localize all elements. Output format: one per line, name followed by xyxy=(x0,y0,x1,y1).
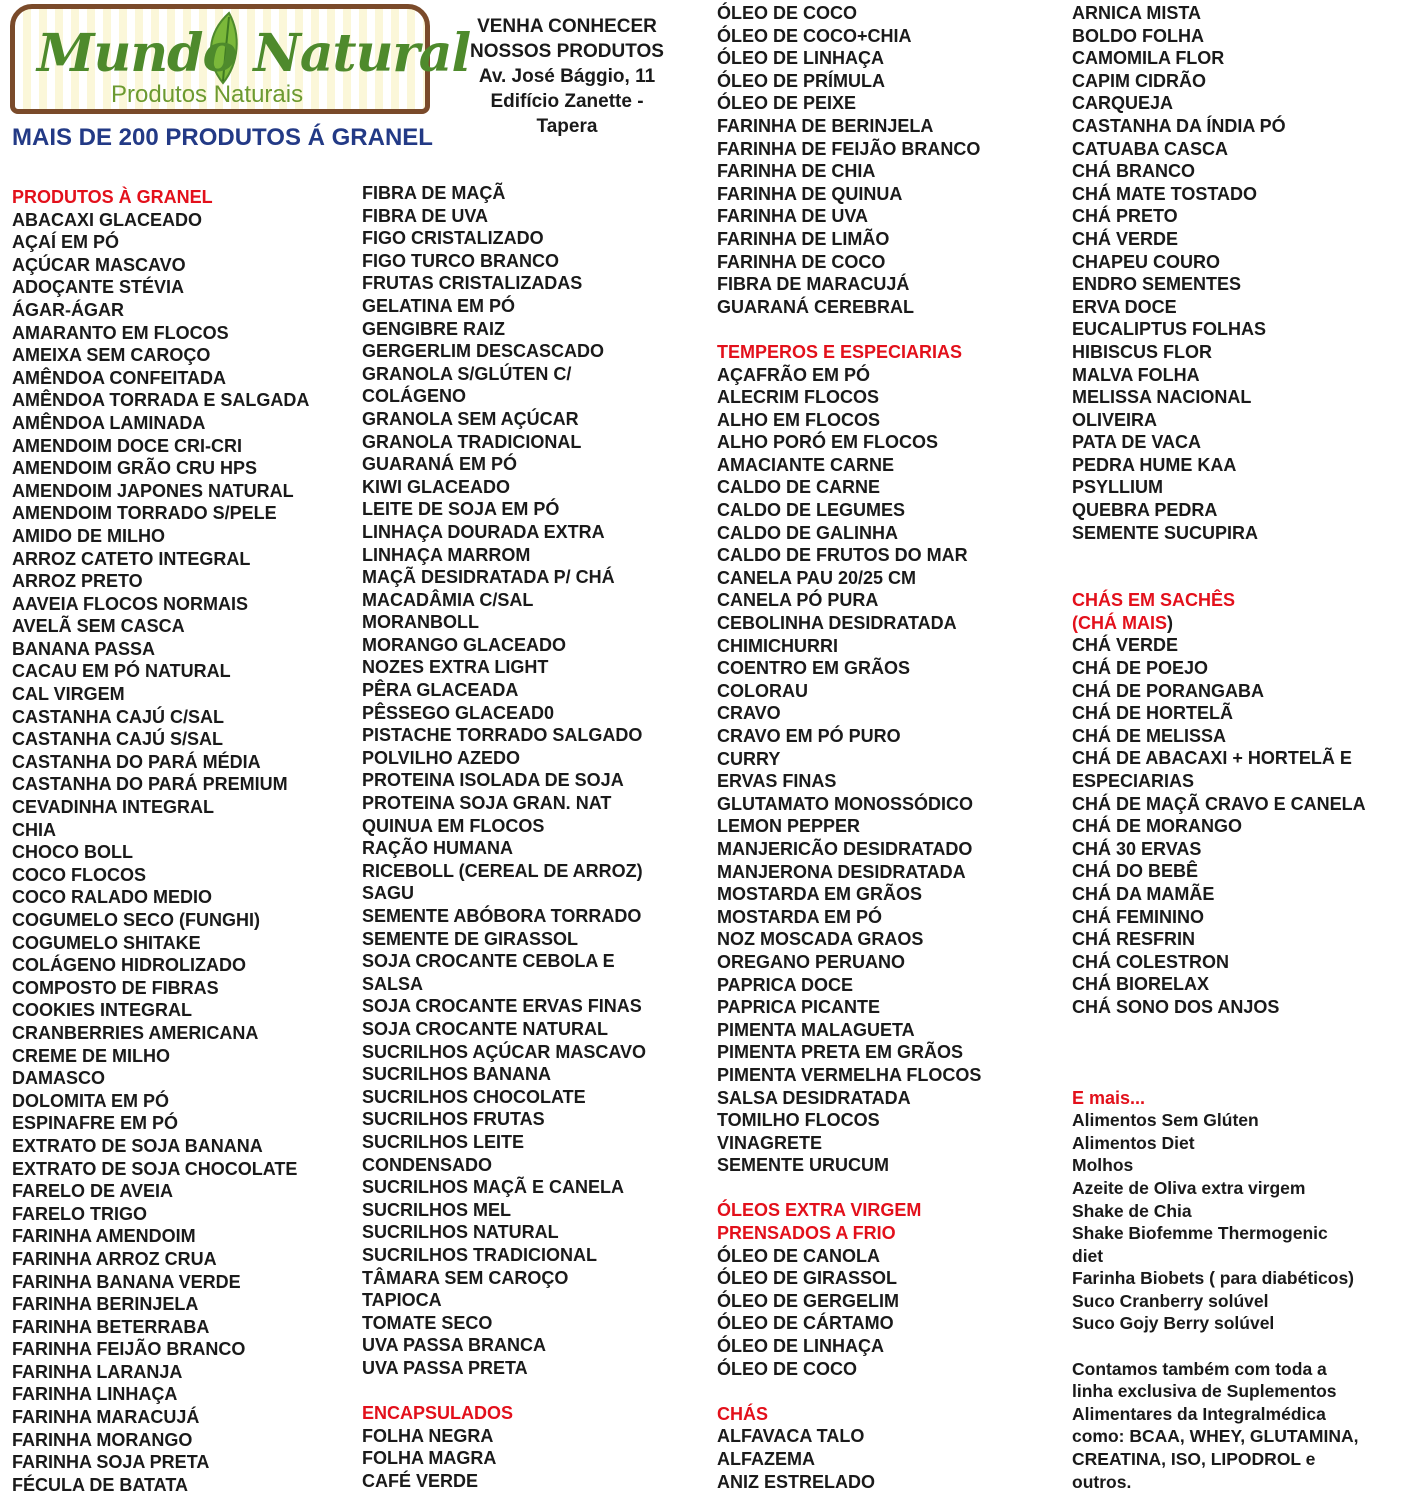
list-item: AÇÚCAR MASCAVO xyxy=(12,254,186,275)
list-item: GRANOLA SEM AÇÚCAR xyxy=(362,408,579,429)
list-item: CALDO DE LEGUMES xyxy=(717,500,906,521)
list-item: CALDO DE GALINHA xyxy=(717,522,898,543)
list-item: linha exclusiva de Suplementos xyxy=(1072,1381,1337,1402)
list-item: QUEBRA PEDRA xyxy=(1072,500,1218,521)
list-item: AMENDOIM TORRADO S/PELE xyxy=(12,503,277,524)
list-item: RAÇÃO HUMANA xyxy=(362,838,513,859)
list-item: GENGIBRE RAIZ xyxy=(362,318,506,339)
address-line: Av. José Bággio, 11 xyxy=(478,66,656,87)
list-item: ÓLEO DE CANOLA xyxy=(717,1245,881,1266)
list-item: CHÁ DE MORANGO xyxy=(1072,816,1242,837)
list-item: CHOCO BOLL xyxy=(12,842,133,863)
list-item: PATA DE VACA xyxy=(1072,432,1201,453)
product-list xyxy=(362,1425,646,1493)
list-item: SEMENTE ABÓBORA TORRADO xyxy=(362,906,642,926)
list-item: CHÁ MATE TOSTADO xyxy=(1072,183,1257,204)
list-item: CHÁ RESFRIN xyxy=(1072,929,1196,950)
list-item: POLVILHO AZEDO xyxy=(362,747,521,768)
product-list xyxy=(12,209,309,1497)
list-item: SUCRILHOS NATURAL xyxy=(362,1222,559,1243)
product-list xyxy=(717,1425,981,1493)
list-item: AMÊNDOA TORRADA E SALGADA xyxy=(12,390,310,411)
list-item: CHÁ BIORELAX xyxy=(1072,974,1210,995)
list-item: MACADÂMIA C/SAL xyxy=(362,589,534,610)
list-item: AVELÃ SEM CASCA xyxy=(12,616,185,637)
list-item: ÓLEO DE GERGELIM xyxy=(717,1290,900,1311)
list-item: FARINHA BANANA VERDE xyxy=(12,1271,241,1292)
list-item: CRAVO xyxy=(717,703,781,724)
product-list xyxy=(717,364,981,1177)
list-item: MORANGO GLACEADO xyxy=(362,634,566,655)
list-item: Alimentos Diet xyxy=(1072,1132,1195,1153)
list-item: CHÁ 30 ERVAS xyxy=(1072,838,1202,859)
list-item: UVA PASSA BRANCA xyxy=(362,1335,547,1356)
list-item: COOKIES INTEGRAL xyxy=(12,1000,193,1021)
list-item: FARINHA FEIJÃO BRANCO xyxy=(12,1339,246,1360)
list-item: CAMOMILA FLOR xyxy=(1072,48,1225,69)
list-item: CHÁ PRETO xyxy=(1072,206,1178,227)
store-address xyxy=(452,14,682,139)
list-item: CASTANHA CAJÚ S/SAL xyxy=(12,729,224,750)
list-item: VINAGRETE xyxy=(717,1132,823,1153)
list-item: CHÁ VERDE xyxy=(1072,635,1179,656)
list-item: GLUTAMATO MONOSSÓDICO xyxy=(717,793,973,814)
list-item: FARINHA ARROZ CRUA xyxy=(12,1248,217,1269)
list-item: SEMENTE URUCUM xyxy=(717,1155,890,1176)
list-item: FARINHA LARANJA xyxy=(12,1361,183,1382)
list-item: ENDRO SEMENTES xyxy=(1072,274,1242,295)
list-item: TAPIOCA xyxy=(362,1290,442,1311)
list-item: ALHO PORÓ EM FLOCOS xyxy=(717,432,939,453)
list-item: FÉCULA DE BATATA xyxy=(12,1474,188,1495)
list-item: LEMON PEPPER xyxy=(717,816,861,837)
list-item: PAPRICA DOCE xyxy=(717,974,854,995)
list-item: AÇAFRÃO EM PÓ xyxy=(717,364,870,385)
column-granel-1 xyxy=(12,186,309,1496)
list-item: CAFÉ VERDE xyxy=(362,1470,479,1491)
spacer xyxy=(717,1380,981,1403)
list-item: SUCRILHOS FRUTAS xyxy=(362,1109,545,1130)
list-item: FARINHA DE BERINJELA xyxy=(717,115,934,136)
list-item: MANJERICÃO DESIDRATADO xyxy=(717,838,973,859)
saches-brand-close: ) xyxy=(1167,612,1173,633)
list-item: ARROZ PRETO xyxy=(12,571,143,592)
list-item: GERGERLIM DESCASCADO xyxy=(362,341,605,362)
list-item: FIGO CRISTALIZADO xyxy=(362,228,544,249)
list-item: FARINHA AMENDOIM xyxy=(12,1226,196,1247)
list-item: CHÁ DE POEJO xyxy=(1072,658,1209,679)
list-item: GRANOLA TRADICIONAL xyxy=(362,431,582,452)
list-item: ÓLEO DE LINHAÇA xyxy=(717,48,885,69)
list-item: AMÊNDOA CONFEITADA xyxy=(12,367,226,388)
list-item: CREATINA, ISO, LIPODROL e xyxy=(1072,1449,1316,1470)
list-item: CATUABA CASCA xyxy=(1072,138,1228,159)
list-item: ÓLEO DE CÁRTAMO xyxy=(717,1313,894,1334)
list-item: SALSA xyxy=(362,973,424,994)
list-item: MALVA FOLHA xyxy=(1072,364,1200,385)
address-line: Tapera xyxy=(536,116,598,137)
section-title-temperos: TEMPEROS E ESPECIARIAS xyxy=(717,341,963,362)
list-item: FARINHA DE UVA xyxy=(717,206,869,227)
list-item: AMENDOIM JAPONES NATURAL xyxy=(12,480,294,501)
list-item: FRUTAS CRISTALIZADAS xyxy=(362,273,583,294)
list-item: ÓLEO DE GIRASSOL xyxy=(717,1268,898,1289)
list-item: FIGO TURCO BRANCO xyxy=(362,250,559,271)
list-item: TÂMARA SEM CAROÇO xyxy=(362,1267,569,1288)
list-item: FARINHA DE COCO xyxy=(717,251,886,272)
list-item: CEVADINHA INTEGRAL xyxy=(12,797,214,818)
list-item: PROTEINA SOJA GRAN. NAT xyxy=(362,793,612,814)
list-item: PIMENTA VERMELHA FLOCOS xyxy=(717,1064,982,1085)
list-item: ERVA DOCE xyxy=(1072,296,1177,317)
list-item: CREME DE MILHO xyxy=(12,1045,171,1066)
list-item: SOJA CROCANTE NATURAL xyxy=(362,1018,608,1039)
list-item: LINHAÇA DOURADA EXTRA xyxy=(362,521,605,542)
list-item: EXTRATO DE SOJA BANANA xyxy=(12,1135,263,1156)
list-item: CHÁ DE PORANGABA xyxy=(1072,680,1265,701)
list-item: COLÁGENO HIDROLIZADO xyxy=(12,955,246,976)
list-item: MANJERONA DESIDRATADA xyxy=(717,861,966,882)
spacer xyxy=(1072,1019,1366,1087)
list-item: PSYLLIUM xyxy=(1072,477,1164,498)
list-item: GELATINA EM PÓ xyxy=(362,295,515,316)
section-title-oleos: ÓLEOS EXTRA VIRGEM xyxy=(717,1200,922,1221)
list-item: TOMILHO FLOCOS xyxy=(717,1110,880,1131)
list-item: AMENDOIM GRÃO CRU HPS xyxy=(12,458,258,479)
list-item: CHÁ COLESTRON xyxy=(1072,951,1229,972)
list-item: FARINHA SOJA PRETA xyxy=(12,1452,210,1473)
column-granel-2 xyxy=(362,182,646,1492)
list-item: CACAU EM PÓ NATURAL xyxy=(12,661,231,682)
spacer xyxy=(1072,1335,1366,1358)
list-item: NOZ MOSCADA GRAOS xyxy=(717,929,924,950)
list-item: ÓLEO DE PEIXE xyxy=(717,93,857,114)
list-item: AMENDOIM DOCE CRI-CRI xyxy=(12,435,242,456)
list-item: COLÁGENO xyxy=(362,386,467,407)
list-item: BANANA PASSA xyxy=(12,638,156,659)
list-item: Suco Gojy Berry solúvel xyxy=(1072,1313,1275,1334)
list-item: diet xyxy=(1072,1245,1104,1266)
list-item: ARROZ CATETO INTEGRAL xyxy=(12,548,251,569)
list-item: MOSTARDA EM GRÃOS xyxy=(717,884,922,905)
list-item: CAL VIRGEM xyxy=(12,684,125,705)
list-item: CASTANHA DO PARÁ PREMIUM xyxy=(12,774,288,795)
spacer xyxy=(717,1177,981,1200)
list-item: LINHAÇA MARROM xyxy=(362,544,531,565)
list-item: Suco Cranberry solúvel xyxy=(1072,1290,1269,1311)
list-item: CHÁ DA MAMÃE xyxy=(1072,883,1215,904)
list-item: SUCRILHOS CHOCOLATE xyxy=(362,1086,586,1107)
list-item: SOJA CROCANTE CEBOLA E xyxy=(362,951,615,972)
product-list xyxy=(717,2,981,318)
extras-list xyxy=(1072,1109,1366,1335)
list-item: SUCRILHOS LEITE xyxy=(362,1131,525,1152)
list-item: COCO FLOCOS xyxy=(12,864,146,885)
list-item: BOLDO FOLHA xyxy=(1072,25,1204,46)
list-item: SUCRILHOS MAÇÃ E CANELA xyxy=(362,1177,625,1198)
list-item: SAGU xyxy=(362,883,415,904)
product-list xyxy=(1072,634,1366,1018)
list-item: SEMENTE DE GIRASSOL xyxy=(362,928,579,949)
list-item: LEITE DE SOJA EM PÓ xyxy=(362,499,560,520)
list-item: GUARANÁ EM PÓ xyxy=(362,454,518,475)
list-item: EXTRATO DE SOJA CHOCOLATE xyxy=(12,1158,298,1179)
logo-subtitle: Produtos Naturais xyxy=(111,81,304,108)
list-item: ESPECIARIAS xyxy=(1072,771,1195,791)
list-item: PROTEINA ISOLADA DE SOJA xyxy=(362,770,624,791)
list-item: COCO RALADO MEDIO xyxy=(12,887,212,908)
list-item: FARINHA DE FEIJÃO BRANCO xyxy=(717,138,981,159)
list-item: FARINHA MARACUJÁ xyxy=(12,1407,200,1428)
section-title-saches: CHÁS EM SACHÊS xyxy=(1072,590,1236,611)
list-item: PIMENTA PRETA EM GRÃOS xyxy=(717,1042,964,1063)
list-item: CHÁ VERDE xyxy=(1072,228,1179,249)
list-item: SUCRILHOS TRADICIONAL xyxy=(362,1244,597,1265)
list-item: ALHO EM FLOCOS xyxy=(717,409,880,430)
list-item: FIBRA DE UVA xyxy=(362,205,488,226)
list-item: KIWI GLACEADO xyxy=(362,476,510,497)
section-title-oleos-2: PRENSADOS A FRIO xyxy=(717,1223,896,1244)
list-item: AMARANTO EM FLOCOS xyxy=(12,322,229,343)
spacer xyxy=(717,318,981,341)
list-item: MORANBOLL xyxy=(362,612,479,633)
list-item: COMPOSTO DE FIBRAS xyxy=(12,977,219,998)
list-item: SUCRILHOS BANANA xyxy=(362,1064,551,1085)
list-item: CARQUEJA xyxy=(1072,93,1174,114)
list-item: DAMASCO xyxy=(12,1068,105,1089)
column-3 xyxy=(717,2,981,1493)
list-item: CHAPEU COURO xyxy=(1072,251,1221,272)
logo xyxy=(10,4,471,114)
spacer xyxy=(1072,544,1366,589)
list-item: CHÁ SONO DOS ANJOS xyxy=(1072,996,1280,1017)
list-item: MOSTARDA EM PÓ xyxy=(717,906,882,927)
address-line: Edifício Zanette - xyxy=(490,91,644,112)
list-item: ERVAS FINAS xyxy=(717,771,837,792)
list-item: RICEBOLL (CEREAL DE ARROZ) xyxy=(362,860,643,881)
list-item: ALFAVACA TALO xyxy=(717,1426,865,1447)
list-item: como: BCAA, WHEY, GLUTAMINA, xyxy=(1072,1426,1359,1447)
list-item: ÓLEO DE COCO xyxy=(717,1358,858,1379)
list-item: FIBRA DE MAÇÃ xyxy=(362,183,506,203)
list-item: CHÁ DE HORTELÃ xyxy=(1072,703,1233,724)
list-item: CHIMICHURRI xyxy=(717,635,838,656)
list-item: AÇAÍ EM PÓ xyxy=(12,232,120,253)
tagline: MAIS DE 200 PRODUTOS Á GRANEL xyxy=(12,124,433,151)
list-item: OREGANO PERUANO xyxy=(717,951,906,972)
list-item: COLORAU xyxy=(717,680,808,701)
list-item: CANELA PAU 20/25 CM xyxy=(717,567,917,588)
product-list xyxy=(1072,2,1366,544)
list-item: DOLOMITA EM PÓ xyxy=(12,1090,169,1111)
list-item: MAÇÃ DESIDRATADA P/ CHÁ xyxy=(362,567,615,588)
list-item: NOZES EXTRA LIGHT xyxy=(362,657,549,678)
list-item: CEBOLINHA DESIDRATADA xyxy=(717,613,957,634)
list-item: ÓLEO DE PRÍMULA xyxy=(717,70,886,91)
list-item: SOJA CROCANTE ERVAS FINAS xyxy=(362,996,642,1017)
list-item: FARELO TRIGO xyxy=(12,1203,147,1224)
list-item: ANIZ ESTRELADO xyxy=(717,1471,876,1492)
footer-note xyxy=(1072,1358,1366,1494)
address-line: VENHA CONHECER xyxy=(477,16,657,37)
list-item: Farinha Biobets ( para diabéticos) xyxy=(1072,1268,1354,1289)
list-item: SUCRILHOS AÇÚCAR MASCAVO xyxy=(362,1041,647,1062)
list-item: CAPIM CIDRÃO xyxy=(1072,70,1206,91)
list-item: AMIDO DE MILHO xyxy=(12,525,165,546)
list-item: Shake de Chia xyxy=(1072,1200,1192,1221)
product-list xyxy=(717,1245,981,1381)
list-item: Alimentares da Integralmédica xyxy=(1072,1403,1326,1424)
list-item: ABACAXI GLACEADO xyxy=(12,209,203,230)
list-item: FARINHA MORANGO xyxy=(12,1429,193,1450)
list-item: Azeite de Oliva extra virgem xyxy=(1072,1177,1306,1198)
list-item: CHÁ BRANCO xyxy=(1072,161,1195,182)
section-title-mais: E mais... xyxy=(1072,1087,1146,1108)
list-item: PISTACHE TORRADO SALGADO xyxy=(362,725,643,746)
list-item: PÊSSEGO GLACEAD0 xyxy=(362,702,555,723)
list-item: PIMENTA MALAGUETA xyxy=(717,1019,915,1040)
column-4 xyxy=(1072,2,1366,1493)
section-title-encapsulados: ENCAPSULADOS xyxy=(362,1403,514,1424)
list-item: AAVEIA FLOCOS NORMAIS xyxy=(12,593,249,614)
list-item: ÓLEO DE LINHAÇA xyxy=(717,1336,885,1357)
list-item: MELISSA NACIONAL xyxy=(1072,387,1252,408)
section-title-saches-2 xyxy=(1072,612,1366,635)
list-item: ÓLEO DE COCO+CHIA xyxy=(717,25,912,46)
list-item: CANELA PÓ PURA xyxy=(717,590,879,611)
list-item: SUCRILHOS MEL xyxy=(362,1199,512,1220)
list-item: CALDO DE CARNE xyxy=(717,477,881,498)
list-item: FARINHA LINHAÇA xyxy=(12,1384,178,1405)
list-item: HIBISCUS FLOR xyxy=(1072,341,1213,362)
list-item: EUCALIPTUS FOLHAS xyxy=(1072,319,1267,340)
list-item: CHÁ DE MELISSA xyxy=(1072,725,1227,746)
list-item: outros. xyxy=(1072,1471,1132,1492)
section-title-chas: CHÁS xyxy=(717,1403,769,1424)
list-item: PAPRICA PICANTE xyxy=(717,997,881,1018)
list-item: FIBRA DE MARACUJÁ xyxy=(717,274,910,295)
list-item: Alimentos Sem Glúten xyxy=(1072,1110,1259,1131)
product-list xyxy=(362,182,646,1379)
list-item: UVA PASSA PRETA xyxy=(362,1357,528,1378)
list-item: ALFAZEMA xyxy=(717,1449,815,1469)
list-item: CRAVO EM PÓ PURO xyxy=(717,726,901,746)
list-item: TOMATE SECO xyxy=(362,1312,493,1333)
list-item: FOLHA NEGRA xyxy=(362,1425,494,1446)
list-item: AMACIANTE CARNE xyxy=(717,454,894,475)
list-item: CASTANHA CAJÚ C/SAL xyxy=(12,706,225,727)
saches-brand: (CHÁ MAIS xyxy=(1072,612,1167,633)
list-item: CONDENSADO xyxy=(362,1154,493,1175)
list-item: OLIVEIRA xyxy=(1072,409,1158,430)
list-item: COGUMELO SHITAKE xyxy=(12,932,201,953)
list-item: ÁGAR-ÁGAR xyxy=(12,299,124,320)
list-item: FARINHA DE QUINUA xyxy=(717,183,903,204)
list-item: Shake Biofemme Thermogenic xyxy=(1072,1223,1328,1244)
list-item: QUINUA EM FLOCOS xyxy=(362,815,545,836)
list-item: GUARANÁ CEREBRAL xyxy=(717,296,914,317)
list-item: CALDO DE FRUTOS DO MAR xyxy=(717,545,968,566)
list-item: ALECRIM FLOCOS xyxy=(717,387,879,408)
list-item: CHÁ DE MAÇÃ CRAVO E CANELA xyxy=(1072,793,1366,814)
spacer xyxy=(362,1379,646,1402)
list-item: CHÁ FEMININO xyxy=(1072,906,1204,927)
list-item: CHÁ DE ABACAXI + HORTELÃ E xyxy=(1072,748,1352,769)
list-item: CASTANHA DO PARÁ MÉDIA xyxy=(12,751,261,772)
list-item: FARINHA BERINJELA xyxy=(12,1294,199,1315)
list-item: CURRY xyxy=(717,748,781,769)
list-item: COGUMELO SECO (FUNGHI) xyxy=(12,910,260,930)
list-item: ADOÇANTE STÉVIA xyxy=(12,277,185,298)
list-item: ARNICA MISTA xyxy=(1072,3,1201,23)
list-item: CHÁ DO BEBÊ xyxy=(1072,861,1199,882)
list-item: PÊRA GLACEADA xyxy=(362,680,519,701)
list-item: FARINHA DE LIMÃO xyxy=(717,228,890,249)
list-item: Molhos xyxy=(1072,1155,1134,1176)
list-item: FARELO DE AVEIA xyxy=(12,1181,174,1202)
list-item: ESPINAFRE EM PÓ xyxy=(12,1113,179,1134)
address-line: NOSSOS PRODUTOS xyxy=(470,41,664,62)
list-item: CRANBERRIES AMERICANA xyxy=(12,1022,259,1043)
list-item: ÓLEO DE COCO xyxy=(717,3,858,23)
list-item: AMÊNDOA LAMINADA xyxy=(12,412,206,433)
list-item: SEMENTE SUCUPIRA xyxy=(1072,522,1259,543)
list-item: SALSA DESIDRATADA xyxy=(717,1087,911,1108)
list-item: FARINHA BETERRABA xyxy=(12,1316,210,1337)
list-item: CASTANHA DA ÍNDIA PÓ xyxy=(1072,115,1286,136)
list-item: CHIA xyxy=(12,819,56,840)
list-item: PEDRA HUME KAA xyxy=(1072,454,1237,475)
logo-brand: Mundo Natural xyxy=(37,23,471,84)
list-item: Contamos também com toda a xyxy=(1072,1358,1327,1379)
list-item: COENTRO EM GRÃOS xyxy=(717,658,911,679)
list-item: FARINHA DE CHIA xyxy=(717,161,876,182)
list-item: GRANOLA S/GLÚTEN C/ xyxy=(362,363,572,384)
list-item: AMEIXA SEM CAROÇO xyxy=(12,345,211,366)
section-title-granel: PRODUTOS À GRANEL xyxy=(12,187,213,207)
list-item: FOLHA MAGRA xyxy=(362,1448,497,1469)
